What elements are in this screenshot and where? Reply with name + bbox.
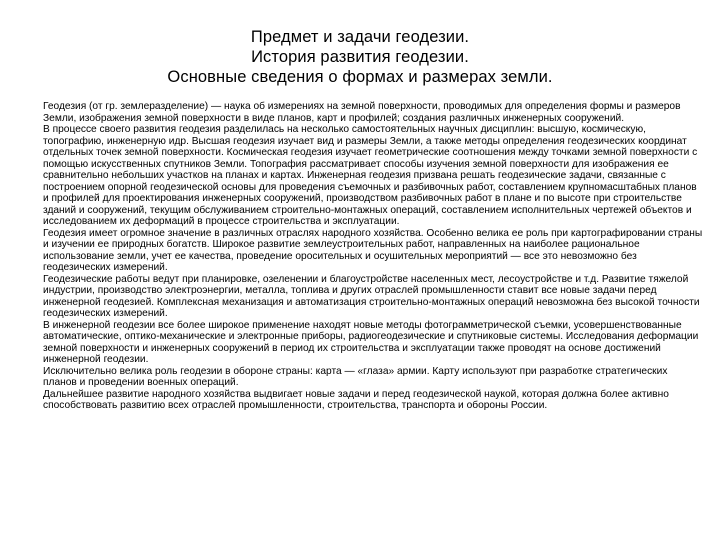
- paragraph-future: Дальнейшее развитие народного хозяйства выдвигает новые задачи и перед геодезической наукой, которая должна более активно способствовать развитию всех отраслей промышленности, строительства, транспорта и обороны России.: [43, 388, 669, 411]
- paragraph-works: Геодезические работы ведут при планировке, озеленении и благоустройстве населенных мест, лесоустройстве и т.д. Развитие тяжелой индустрии, производство электроэнергии, металла, топлива и других отраслей промышленности ставит все новые задачи перед инженерной геодезией. Комплексная механизация и автоматизация строительно-монтажных операций невозможна без высокой точности геодезических измерений.: [43, 273, 700, 319]
- paragraph-definition: Геодезия (от гр. землеразделение) — наука об измерениях на земной поверхности, проводимых для определения формы и размеров Земли, изображения земной поверхности в виде планов, карт и профилей; создания различных инженерных сооружений.: [43, 101, 681, 124]
- title-line-2: История развития геодезии.: [251, 48, 469, 66]
- title-line-3: Основные сведения о формах и размерах земли.: [167, 68, 553, 86]
- paragraph-economy: Геодезия имеет огромное значение в различных отраслях народного хозяйства. Особенно велика ее роль при картографировании страны и изучении ее природных богатств. Широкое развитие землеустроительных работ, направленных на наиболее рациональное использование земли, учет ее качества, проведение оросительных и осушительных мероприятий — все это невозможно без геодезических измерений.: [43, 227, 703, 273]
- paragraph-defense: Исключительно велика роль геодезии в обороне страны: карта — «глаза» армии. Карту используют при разработке стратегических планов и проведении военных операций.: [43, 365, 668, 388]
- paragraph-disciplines: В процессе своего развития геодезия разделилась на несколько самостоятельных научных дисциплин: высшую, космическую, топографию, инженерную идр. Высшая геодезия изучает вид и размеры Земли, а также методы определения геодезических координат отдельных точек земной поверхности. Космическая геодезия изучает геометрические соотношения между точками земной поверхности с помощью искусственных спутников Земли. Топография рассматривает способы изучения земной поверхности для изображения ее сравнительно небольших участков на планах и картах. Инженерная геодезия призвана решать геодезические задачи, связанные с построением опорной геодезической основы для проведения съемочных и разбивочных работ, составлением крупномасштабных планов и профилей для проектирования инженерных сооружений, производством разбивочных работ в плане и по высоте при строительстве зданий и сооружений, текущим обслуживанием строительно-монтажных операций, составлением исполнительных чертежей объектов и исследованием их деформаций в процессе строительства и эксплуатации.: [43, 124, 698, 227]
- slide-title: [0, 27, 720, 87]
- title-line-1: Предмет и задачи геодезии.: [250, 28, 470, 46]
- paragraph-methods: В инженерной геодезии все более широкое применение находят новые методы фотограмметрической съемки, усовершенствованные автоматические, оптико-механические и электронные приборы, радиогеодезические и спутниковые системы. Исследования деформации земной поверхности и инженерных сооружений в период их строительства и эксплуатации также проводят на основе достижений инженерной геодезии.: [43, 319, 699, 365]
- body-text: [43, 101, 703, 412]
